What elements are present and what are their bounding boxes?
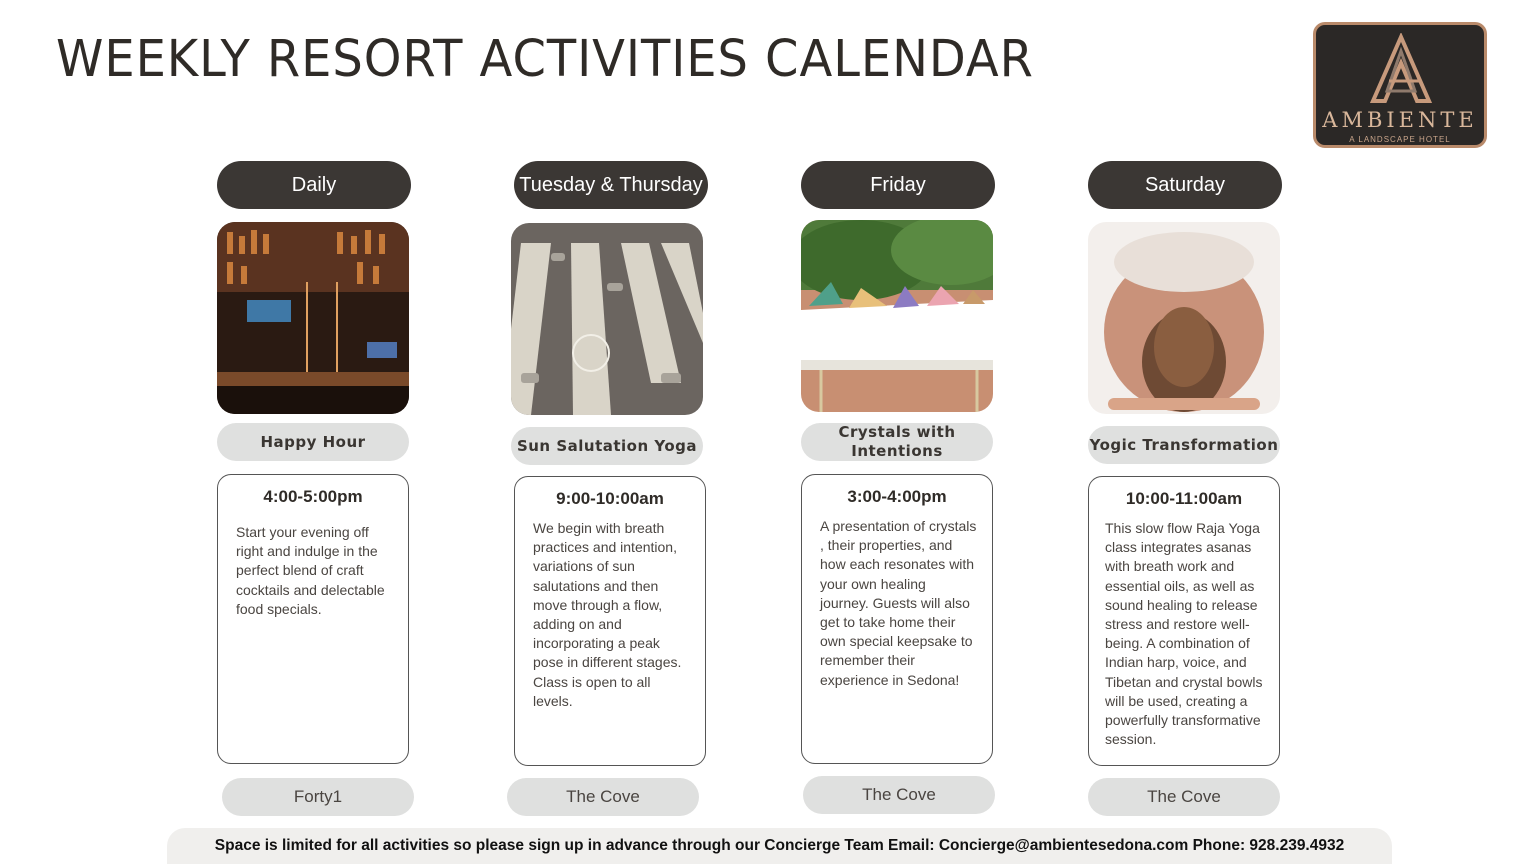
activity-description: We begin with breath practices and intention, variations of sun salutations and then move through a flow, adding on and incorporating a peak pose in different stages. Class is open to all levels. xyxy=(533,520,682,709)
childs-pose-photo xyxy=(1088,222,1280,414)
activity-location: Forty1 xyxy=(222,778,414,816)
activity-time: 4:00-5:00pm xyxy=(263,487,363,506)
activity-name: Sun Salutation Yoga xyxy=(511,427,703,465)
bar-photo xyxy=(217,222,409,414)
activity-description: A presentation of crystals , their properties, and how each resonates with your own healing journey. Guests will also get to take home their own special keepsake to remember their experience in Sedona! xyxy=(820,518,977,688)
crystals-photo xyxy=(801,220,993,412)
childs-pose-photo-image xyxy=(1088,222,1280,414)
activity-name: Yogic Transformation xyxy=(1088,426,1280,464)
activity-location: The Cove xyxy=(803,776,995,814)
activity-time: 3:00-4:00pm xyxy=(847,487,947,506)
activity-card xyxy=(801,474,993,764)
activity-location: The Cove xyxy=(1088,778,1280,816)
day-pill: Friday xyxy=(801,161,995,209)
activity-name: Crystals with Intentions xyxy=(801,423,993,461)
day-pill: Tuesday & Thursday xyxy=(514,161,708,209)
activity-card xyxy=(1088,476,1280,766)
day-pill: Daily xyxy=(217,161,411,209)
day-pill: Saturday xyxy=(1088,161,1282,209)
yoga-mats-photo-image xyxy=(511,223,703,415)
signup-footer: Space is limited for all activities so please sign up in advance through our Concierge Team Email: Concierge@ambientesedona.com Phone: 928.239.4932 xyxy=(167,828,1392,864)
activity-location: The Cove xyxy=(507,778,699,816)
logo-name: AMBIENTE xyxy=(1322,108,1478,132)
yoga-mats-photo xyxy=(511,223,703,415)
activity-description: This slow flow Raja Yoga class integrates asanas with breath work and essential oils, as well as sound healing to release stress and restore well-being. A combination of Indian harp, voice, and Tibetan and crystal bowls will be used, creating a powerfully transformative session. xyxy=(1105,520,1263,748)
bar-photo-image xyxy=(217,222,409,414)
activity-card xyxy=(217,474,409,764)
logo-tagline: A LANDSCAPE HOTEL xyxy=(1349,135,1451,144)
activity-description: Start your evening off right and indulge in the perfect blend of craft cocktails and delectable food specials. xyxy=(236,524,385,617)
page-title: WEEKLY RESORT ACTIVITIES CALENDAR xyxy=(56,30,1034,89)
ambiente-logo xyxy=(1313,22,1487,148)
activity-card xyxy=(514,476,706,766)
crystals-photo-image xyxy=(801,220,993,412)
activity-time: 9:00-10:00am xyxy=(556,489,664,508)
activity-time: 10:00-11:00am xyxy=(1125,489,1243,508)
activity-name: Happy Hour xyxy=(217,423,409,461)
ambiente-logo-icon xyxy=(1369,33,1433,105)
